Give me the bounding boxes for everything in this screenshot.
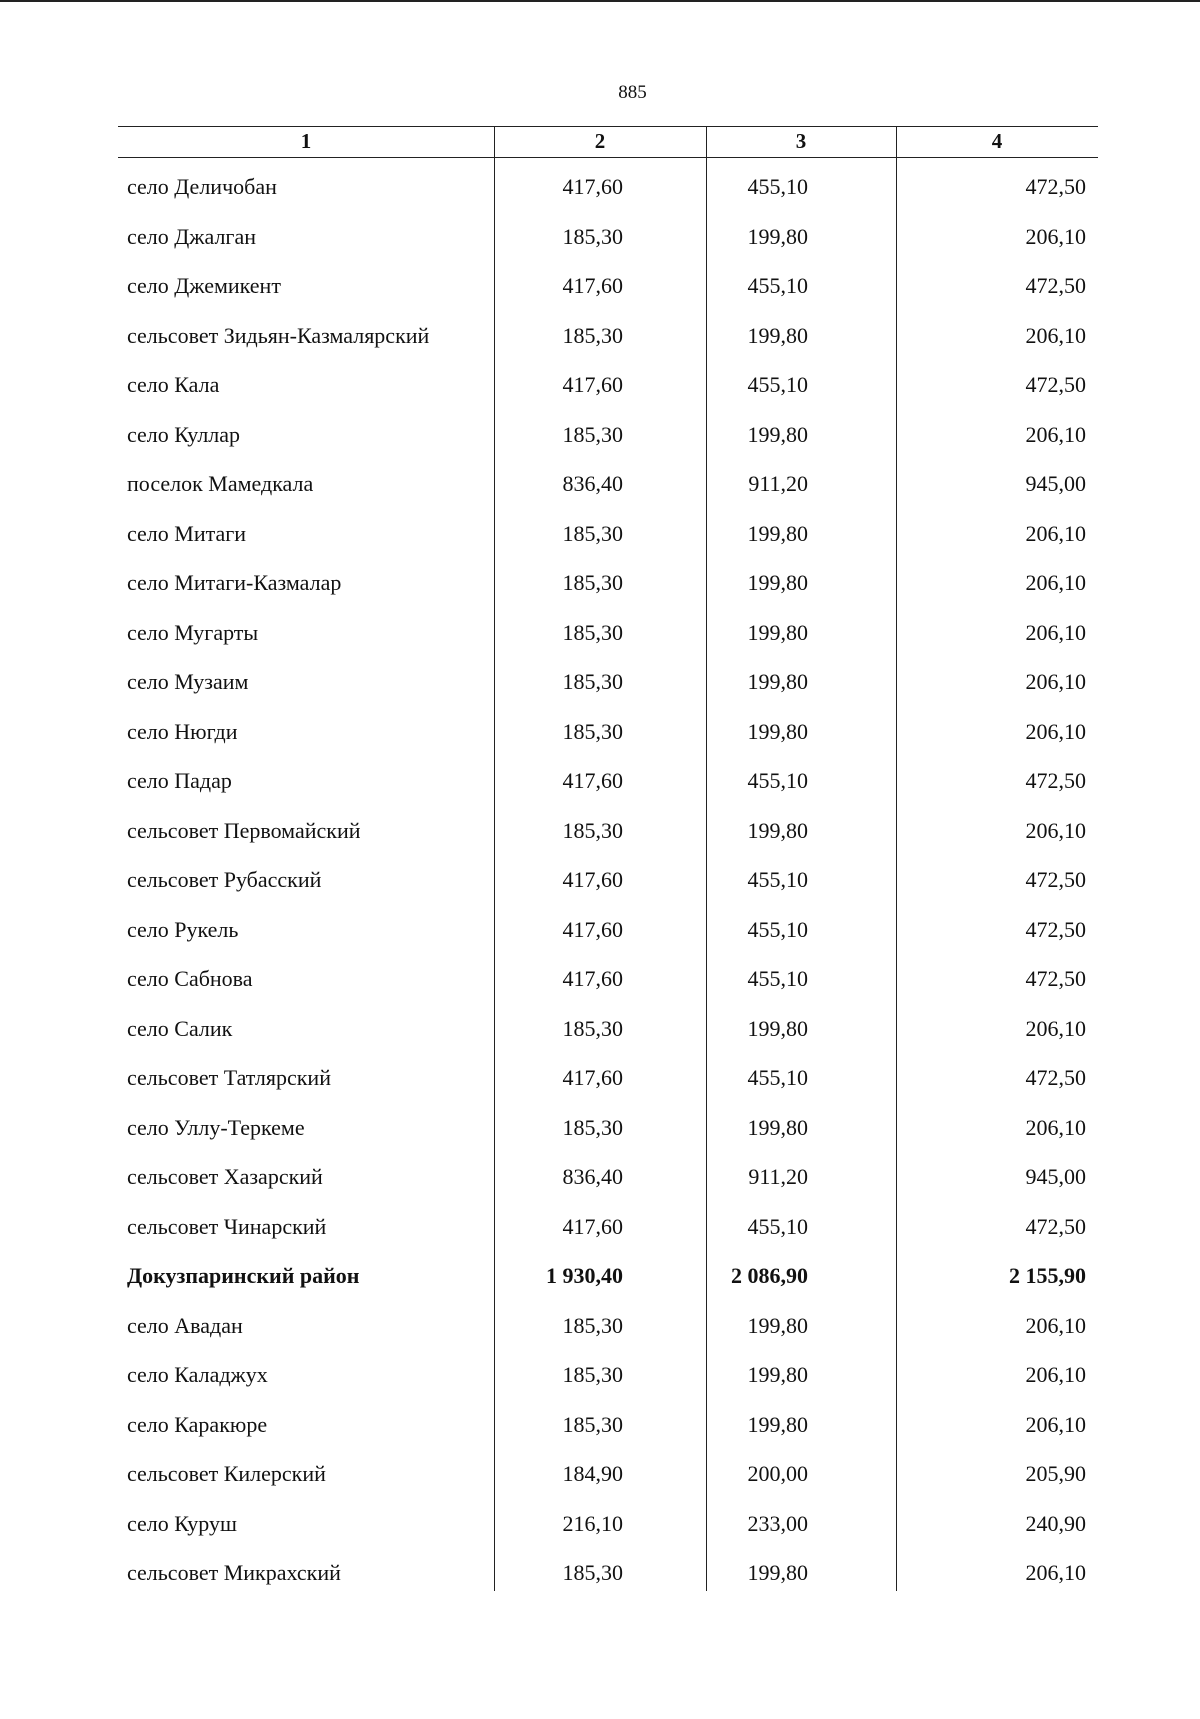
row-name: село Салик (127, 1015, 233, 1041)
header-col-1: 1 (300, 129, 312, 153)
table-row (118, 661, 1098, 711)
row-value-col-3: 455,10 (747, 966, 808, 991)
row-value-col-2: 185,30 (562, 520, 623, 546)
row-name: село Авадан (127, 1312, 243, 1338)
row-value-col-3: 199,80 (747, 817, 808, 843)
table-row (118, 1404, 1098, 1454)
row-value-col-2: 185,30 (562, 1015, 623, 1041)
row-value-col-2: 417,60 (562, 372, 623, 397)
row-value-col-3: 199,80 (747, 1411, 808, 1437)
table-row (118, 958, 1098, 1008)
row-name: село Сабнова (127, 966, 253, 991)
table-body (118, 166, 1098, 1602)
table-header (118, 126, 1098, 156)
row-value-col-3: 199,80 (747, 1114, 808, 1140)
row-name: сельсовет Килерский (127, 1461, 326, 1486)
table-row (118, 166, 1098, 216)
row-value-col-2: 216,10 (562, 1510, 623, 1536)
row-value-col-3: 199,80 (747, 1015, 808, 1041)
row-value-col-2: 417,60 (562, 916, 623, 942)
row-name: село Падар (127, 768, 232, 793)
row-name: сельсовет Хазарский (127, 1164, 323, 1189)
table-row (118, 414, 1098, 464)
table-row (118, 1354, 1098, 1404)
row-name: село Музаим (127, 669, 249, 694)
row-name: село Нюгди (127, 718, 238, 744)
row-value-col-4: 206,10 (1025, 817, 1086, 843)
row-value-col-2: 836,40 (562, 1164, 623, 1189)
row-value-col-2: 1 930,40 (546, 1263, 623, 1288)
row-name: поселок Мамедкала (127, 471, 314, 496)
table-row (118, 1453, 1098, 1503)
header-col-3: 3 (795, 129, 807, 153)
table-row (118, 1206, 1098, 1256)
row-value-col-2: 836,40 (562, 471, 623, 496)
row-value-col-2: 417,60 (562, 867, 623, 892)
row-value-col-4: 206,10 (1025, 1362, 1086, 1387)
table-row (118, 364, 1098, 414)
row-value-col-4: 206,10 (1025, 1411, 1086, 1437)
table-row (118, 463, 1098, 513)
table-row (118, 711, 1098, 761)
district-total-row (118, 1255, 1098, 1305)
table-row (118, 1057, 1098, 1107)
row-name: село Митаги-Казмалар (127, 570, 342, 595)
row-name: село Джемикент (127, 273, 281, 298)
table-row (118, 859, 1098, 909)
table-row (118, 1008, 1098, 1058)
row-value-col-4: 206,10 (1025, 718, 1086, 744)
row-value-col-2: 185,30 (562, 1362, 623, 1387)
table-row (118, 1107, 1098, 1157)
table-row (118, 1552, 1098, 1602)
row-value-col-4: 206,10 (1025, 520, 1086, 546)
row-value-col-2: 417,60 (562, 1213, 623, 1239)
row-value-col-4: 472,50 (1025, 1065, 1086, 1090)
row-value-col-4: 472,50 (1025, 372, 1086, 397)
row-value-col-3: 455,10 (747, 768, 808, 793)
row-name: село Мугарты (127, 619, 259, 645)
row-value-col-3: 455,10 (747, 372, 808, 397)
table-row (118, 1156, 1098, 1206)
row-name: сельсовет Зидьян-Казмалярский (127, 322, 430, 348)
row-name: село Кала (127, 372, 220, 397)
table-row (118, 513, 1098, 563)
row-value-col-3: 2 086,90 (731, 1263, 808, 1288)
row-value-col-4: 472,50 (1025, 174, 1086, 199)
row-value-col-2: 185,30 (562, 718, 623, 744)
row-value-col-4: 206,10 (1025, 1015, 1086, 1041)
row-value-col-4: 206,10 (1025, 669, 1086, 694)
row-value-col-4: 240,90 (1025, 1510, 1086, 1536)
row-value-col-3: 455,10 (747, 916, 808, 942)
row-value-col-2: 185,30 (562, 570, 623, 595)
row-value-col-2: 185,30 (562, 1114, 623, 1140)
row-value-col-4: 472,50 (1025, 1213, 1086, 1239)
row-value-col-3: 199,80 (747, 570, 808, 595)
row-value-col-2: 185,30 (562, 322, 623, 348)
row-value-col-3: 199,80 (747, 1312, 808, 1338)
row-name: сельсовет Татлярский (127, 1065, 331, 1090)
row-value-col-4: 472,50 (1025, 867, 1086, 892)
row-value-col-2: 185,30 (562, 421, 623, 447)
row-value-col-4: 206,10 (1025, 223, 1086, 249)
row-value-col-4: 472,50 (1025, 916, 1086, 942)
row-value-col-3: 199,80 (747, 669, 808, 694)
row-name: село Рукель (127, 916, 239, 942)
table-row (118, 1305, 1098, 1355)
row-value-col-3: 911,20 (748, 1164, 808, 1189)
page-number: 885 (618, 82, 647, 103)
row-value-col-3: 199,80 (747, 322, 808, 348)
row-value-col-3: 200,00 (747, 1461, 808, 1486)
row-value-col-4: 206,10 (1025, 1560, 1086, 1585)
row-value-col-4: 206,10 (1025, 570, 1086, 595)
row-value-col-3: 455,10 (747, 273, 808, 298)
table-row (118, 810, 1098, 860)
row-value-col-2: 185,30 (562, 223, 623, 249)
row-value-col-2: 417,60 (562, 174, 623, 199)
row-name: село Деличобан (127, 174, 277, 199)
row-value-col-4: 206,10 (1025, 1114, 1086, 1140)
row-value-col-2: 185,30 (562, 1411, 623, 1437)
row-value-col-4: 205,90 (1025, 1461, 1086, 1486)
row-value-col-4: 206,10 (1025, 322, 1086, 348)
table-row (118, 562, 1098, 612)
row-value-col-2: 417,60 (562, 768, 623, 793)
row-name: сельсовет Микрахский (127, 1560, 341, 1585)
row-value-col-4: 206,10 (1025, 421, 1086, 447)
header-bottom-border (118, 157, 1098, 158)
row-value-col-2: 417,60 (562, 1065, 623, 1090)
row-value-col-3: 455,10 (747, 1213, 808, 1239)
table-row (118, 216, 1098, 266)
table-row (118, 760, 1098, 810)
row-value-col-3: 455,10 (747, 174, 808, 199)
table-row (118, 265, 1098, 315)
row-value-col-3: 455,10 (747, 1065, 808, 1090)
scan-top-edge (0, 0, 1200, 2)
row-value-col-4: 472,50 (1025, 273, 1086, 298)
row-value-col-4: 2 155,90 (1009, 1263, 1086, 1288)
table-row (118, 909, 1098, 959)
row-name: село Уллу-Теркеме (127, 1114, 305, 1140)
row-value-col-3: 233,00 (747, 1510, 808, 1536)
row-value-col-3: 199,80 (747, 223, 808, 249)
row-value-col-4: 472,50 (1025, 966, 1086, 991)
header-col-2: 2 (594, 129, 606, 153)
table-row (118, 315, 1098, 365)
row-name: село Митаги (127, 520, 247, 546)
table-row (118, 612, 1098, 662)
row-value-col-2: 185,30 (562, 1560, 623, 1585)
row-value-col-4: 945,00 (1025, 1164, 1086, 1189)
row-value-col-3: 199,80 (747, 718, 808, 744)
row-value-col-3: 199,80 (747, 1362, 808, 1387)
row-value-col-4: 472,50 (1025, 768, 1086, 793)
row-name: сельсовет Рубасский (127, 867, 322, 892)
row-value-col-2: 184,90 (562, 1461, 623, 1486)
row-value-col-3: 199,80 (747, 421, 808, 447)
row-name: сельсовет Чинарский (127, 1213, 327, 1239)
row-value-col-3: 911,20 (748, 471, 808, 496)
row-value-col-3: 199,80 (747, 520, 808, 546)
row-value-col-2: 185,30 (562, 669, 623, 694)
row-name: Докузпаринский район (127, 1263, 360, 1288)
row-value-col-2: 185,30 (562, 817, 623, 843)
row-value-col-3: 455,10 (747, 867, 808, 892)
row-value-col-3: 199,80 (747, 619, 808, 645)
row-value-col-4: 206,10 (1025, 1312, 1086, 1338)
row-value-col-2: 417,60 (562, 273, 623, 298)
row-name: село Каракюре (127, 1411, 268, 1437)
row-value-col-4: 206,10 (1025, 619, 1086, 645)
table-row (118, 1503, 1098, 1553)
row-value-col-2: 185,30 (562, 1312, 623, 1338)
row-name: село Куллар (127, 421, 241, 447)
row-name: село Джалган (127, 223, 256, 249)
row-name: сельсовет Первомайский (127, 817, 361, 843)
row-value-col-4: 945,00 (1025, 471, 1086, 496)
row-name: село Куруш (127, 1510, 237, 1536)
row-value-col-2: 185,30 (562, 619, 623, 645)
row-name: село Каладжух (127, 1362, 268, 1387)
row-value-col-3: 199,80 (747, 1560, 808, 1585)
header-col-4: 4 (991, 129, 1003, 153)
row-value-col-2: 417,60 (562, 966, 623, 991)
